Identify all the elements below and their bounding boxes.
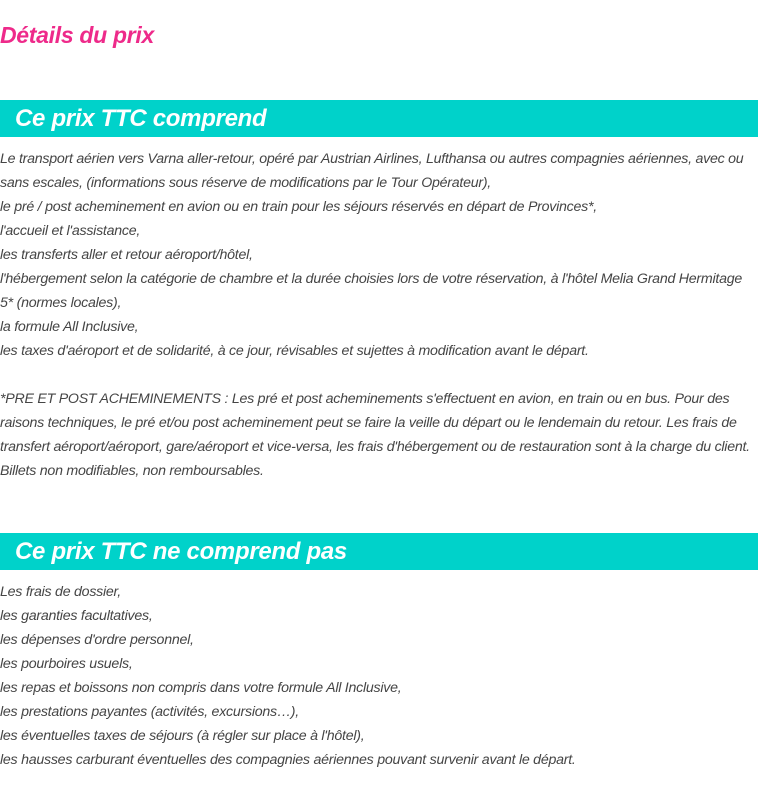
not-included-item: Les frais de dossier, (0, 584, 121, 600)
page-title: Détails du prix (0, 22, 154, 48)
not-included-item: les dépenses d'ordre personnel, (0, 632, 194, 648)
not-included-item: les éventuelles taxes de séjours (à régler sur place à l'hôtel), (0, 728, 365, 744)
included-item: la formule All Inclusive, (0, 319, 139, 335)
not-included-item: les garanties facultatives, (0, 608, 153, 624)
included-item: l'accueil et l'assistance, (0, 223, 141, 239)
included-item: l'hébergement selon la catégorie de chambre et la durée choisies lors de votre réservation, à l'hôtel Melia Grand Hermitage 5* (normes locales), (0, 271, 742, 311)
included-item: les taxes d'aéroport et de solidarité, à ce jour, révisables et sujettes à modification avant le départ. (0, 343, 589, 359)
included-item: le pré / post acheminement en avion ou en train pour les séjours réservés en départ de Provinces*, (0, 199, 597, 215)
included-item: Le transport aérien vers Varna aller-retour, opéré par Austrian Airlines, Lufthansa ou autres compagnies aériennes, avec ou sans escales, (informations sous réserve de modifications par le Tour Opérateur), (0, 151, 744, 191)
not-included-section-header (0, 533, 758, 570)
not-included-list (0, 580, 758, 772)
not-included-item: les hausses carburant éventuelles des compagnies aériennes pouvant survenir avant le départ. (0, 752, 576, 768)
included-section-header (0, 100, 758, 137)
included-item: les transferts aller et retour aéroport/hôtel, (0, 247, 253, 263)
not-included-item: les prestations payantes (activités, excursions…), (0, 704, 299, 720)
included-heading: Ce prix TTC comprend (15, 105, 267, 132)
not-included-item: les repas et boissons non compris dans votre formule All Inclusive, (0, 680, 402, 696)
transfer-note (0, 387, 758, 483)
not-included-heading: Ce prix TTC ne comprend pas (15, 538, 347, 565)
not-included-item: les pourboires usuels, (0, 656, 133, 672)
transfer-note-text: *PRE ET POST ACHEMINEMENTS : Les pré et post acheminements s'effectuent en avion, en train ou en bus. Pour des raisons techniques, le pré et/ou post acheminement peut se faire la veille du départ ou le lendemain du retour. Les frais de transfert aéroport/aéroport, gare/aéroport et vice-versa, les frais d'hébergement ou de restauration sont à la charge du client. Billets non modifiables, non remboursables. (0, 391, 750, 479)
included-list (0, 147, 758, 363)
